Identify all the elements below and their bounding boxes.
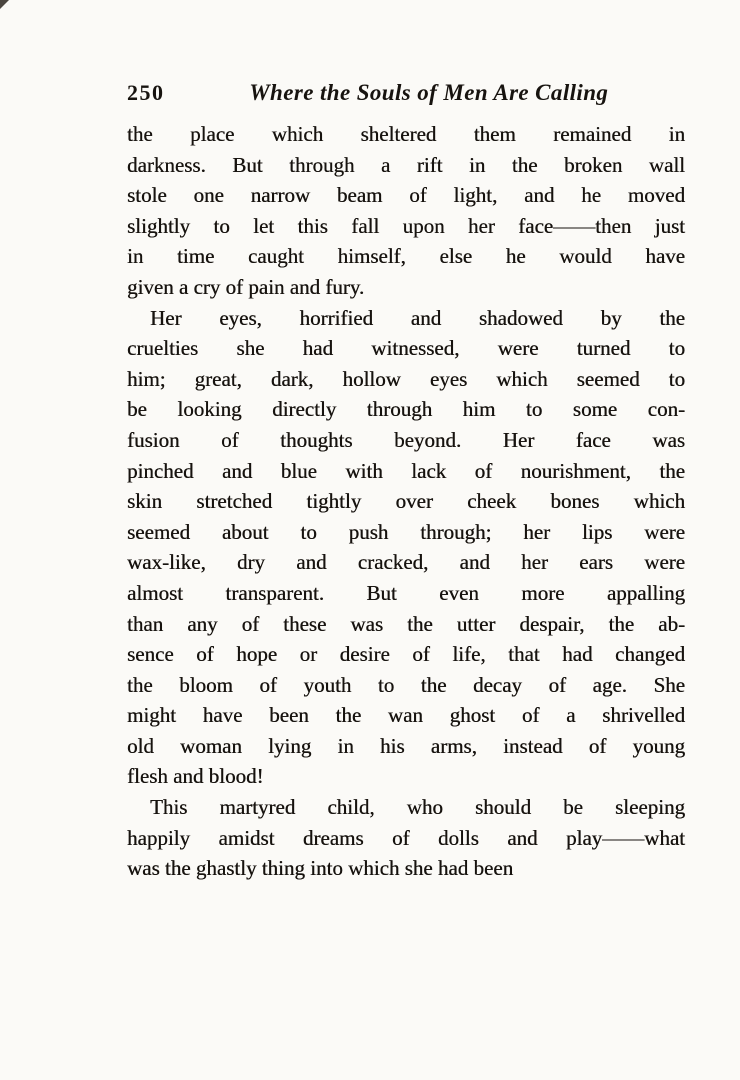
page-number: 250	[127, 80, 165, 105]
text-line: pinched and blue with lack of nourishment, the	[127, 458, 685, 483]
text-line: in time caught himself, else he would have	[127, 244, 685, 269]
text-line: darkness. But through a rift in the broken wall	[127, 152, 685, 177]
text-line: was the ghastly thing into which she had been	[127, 856, 514, 881]
text-line: fusion of thoughts beyond. Her face was	[127, 427, 685, 452]
text-line: than any of these was the utter despair, the ab-	[127, 611, 685, 636]
text-line: be looking directly through him to some con-	[127, 397, 685, 422]
text-line: This martyred child, who should be sleeping	[150, 795, 685, 820]
text-line: stole one narrow beam of light, and he moved	[127, 183, 685, 208]
text-line: the place which sheltered them remained in	[127, 122, 685, 146]
text-line: almost transparent. But even more appalling	[127, 580, 685, 605]
text-line: cruelties she had witnessed, were turned to	[127, 336, 685, 361]
text-line: happily amidst dreams of dolls and play——what	[127, 825, 685, 850]
text-line: flesh and blood!	[127, 764, 264, 789]
book-page	[127, 80, 685, 884]
text-line: sence of hope or desire of life, that had changed	[127, 642, 685, 667]
text-line: him; great, dark, hollow eyes which seemed to	[127, 366, 685, 391]
text-line: might have been the wan ghost of a shrivelled	[127, 703, 685, 728]
scan-artifact	[0, 0, 9, 9]
body-text	[127, 119, 685, 884]
text-line: wax-like, dry and cracked, and her ears were	[127, 550, 685, 575]
page-header-title: Where the Souls of Men Are Calling	[249, 80, 609, 105]
text-line: seemed about to push through; her lips were	[127, 519, 685, 544]
text-line: old woman lying in his arms, instead of young	[127, 733, 685, 758]
text-line: the bloom of youth to the decay of age. She	[127, 672, 685, 697]
text-line: Her eyes, horrified and shadowed by the	[150, 305, 685, 330]
text-line: skin stretched tightly over cheek bones which	[127, 489, 685, 514]
text-line: given a cry of pain and fury.	[127, 274, 365, 299]
running-head	[127, 80, 685, 106]
text-line: slightly to let this fall upon her face——then just	[127, 213, 685, 238]
